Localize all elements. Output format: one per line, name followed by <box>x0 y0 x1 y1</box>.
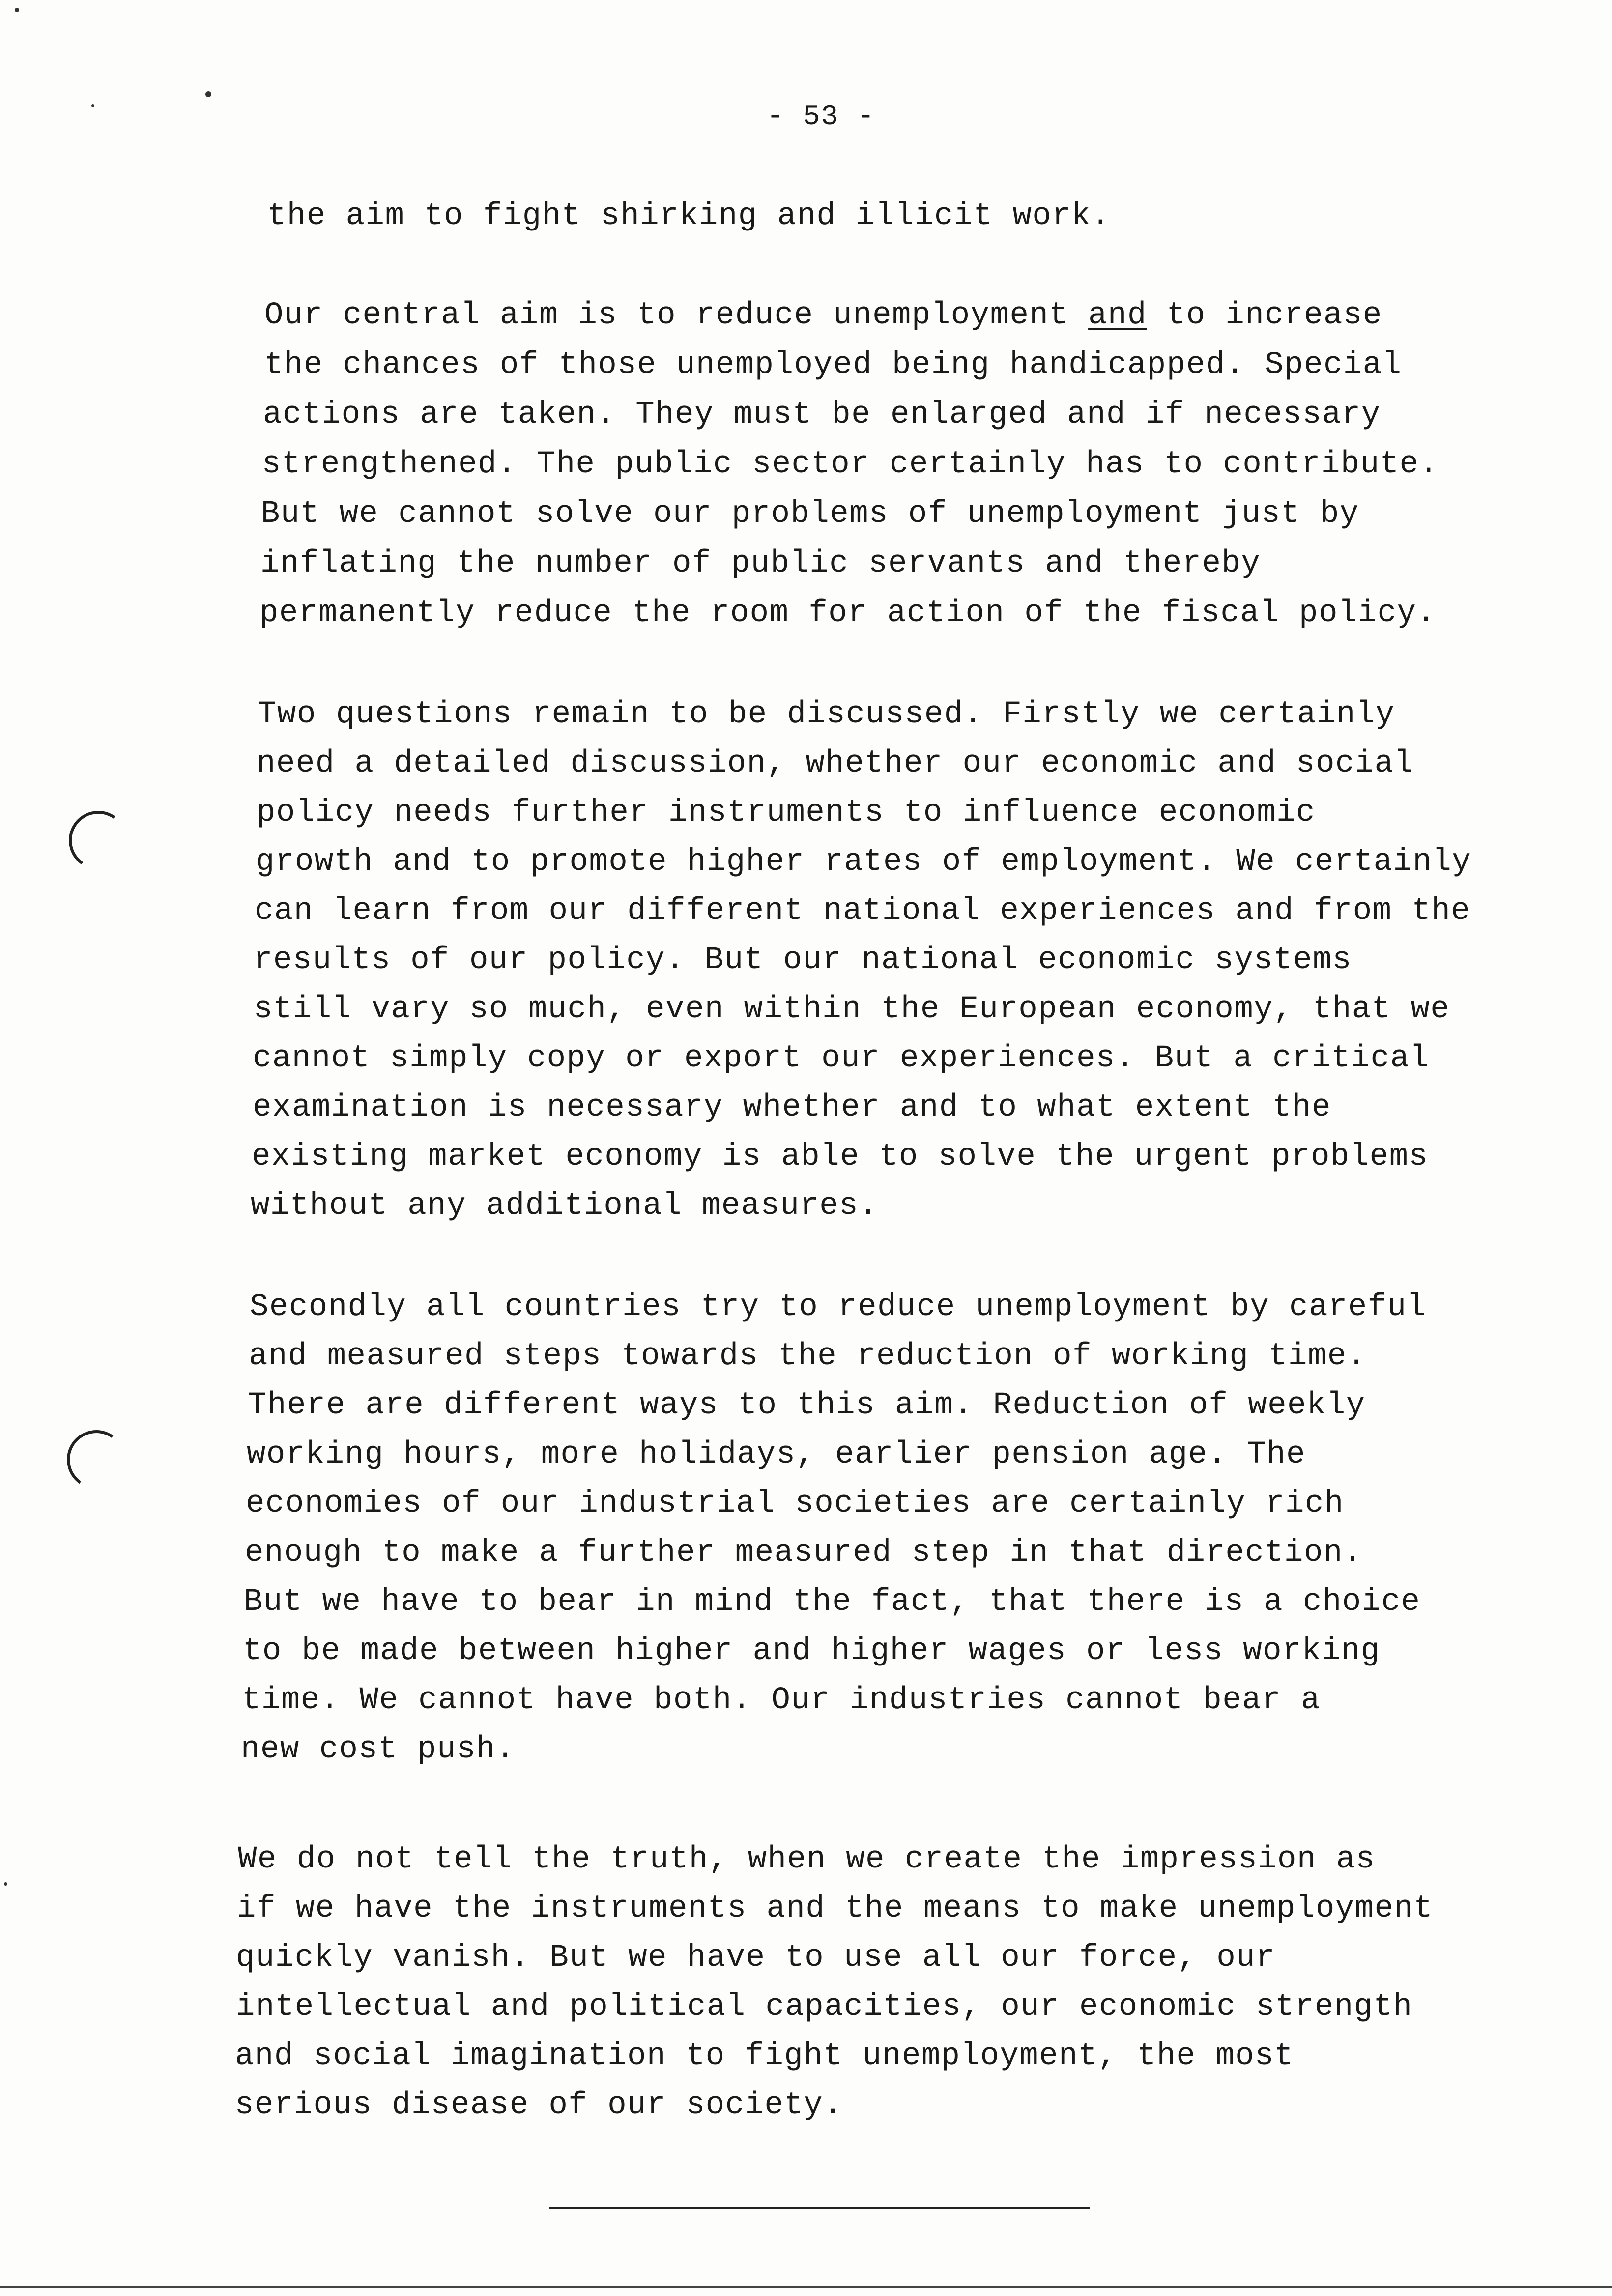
text-line: We do not tell the truth, when we create the impression as <box>238 1842 1376 1877</box>
text-line: enough to make a further measured step in that direction. <box>245 1535 1363 1571</box>
underlined-word: and <box>1088 298 1147 333</box>
text-line: the aim to fight shirking and illicit work. <box>267 199 1111 234</box>
text-line: But we cannot solve our problems of unemployment just by <box>261 496 1359 532</box>
text-line: time. We cannot have both. Our industries cannot bear a <box>242 1683 1321 1718</box>
end-rule <box>549 2207 1090 2209</box>
text-line: serious disease of our society. <box>235 2088 843 2123</box>
text-line: policy needs further instruments to influence economic <box>257 795 1316 831</box>
text-segment: to increase <box>1166 298 1382 333</box>
text-line: quickly vanish. But we have to use all our force, our <box>236 1940 1276 1976</box>
text-line: need a detailed discussion, whether our economic and social <box>257 746 1414 781</box>
text-line: results of our policy. But our national economic systems <box>254 943 1352 978</box>
text-line: There are different ways to this aim. Reduction of weekly <box>248 1388 1366 1423</box>
text-line: strengthened. The public sector certainly has to contribute. <box>262 447 1439 482</box>
text-line: and social imagination to fight unemployment, the most <box>235 2038 1294 2074</box>
page-edge <box>0 2286 1612 2288</box>
text-line: if we have the instruments and the means to make unemployment <box>237 1891 1434 1926</box>
text-line: cannot simply copy or export our experiences. But a critical <box>253 1041 1430 1076</box>
text-line: But we have to bear in mind the fact, that there is a choice <box>244 1584 1421 1620</box>
text-line: existing market economy is able to solve the urgent problems <box>252 1139 1429 1175</box>
text-line: still vary so much, even within the European economy, that we <box>254 992 1450 1027</box>
text-line: inflating the number of public servants and thereby <box>260 546 1261 581</box>
text-line: can learn from our different national experiences and from the <box>255 893 1471 929</box>
text-line: permanently reduce the room for action of the fiscal policy. <box>259 596 1437 631</box>
text-line: to be made between higher and higher wages or less working <box>243 1634 1381 1669</box>
page-number: - 53 - <box>767 101 875 133</box>
text-line: the chances of those unemployed being handicapped. Special <box>264 347 1402 383</box>
speck <box>205 91 211 97</box>
text-segment: Our central aim is to reduce unemployment <box>264 298 1069 333</box>
text-line: Secondly all countries try to reduce unemployment by careful <box>250 1290 1427 1325</box>
text-line: working hours, more holidays, earlier pension age. The <box>247 1437 1306 1472</box>
text-line: Two questions remain to be discussed. Firstly we certainly <box>258 697 1395 732</box>
speck <box>91 104 94 107</box>
text-line: and measured steps towards the reduction of working time. <box>249 1339 1367 1374</box>
text-line: examination is necessary whether and to what extent the <box>253 1090 1331 1125</box>
text-line: actions are taken. They must be enlarged and if necessary <box>263 397 1381 432</box>
text-line: growth and to promote higher rates of employment. We certainly <box>256 844 1472 880</box>
speck <box>15 8 19 12</box>
text-line: economies of our industrial societies are certainly rich <box>246 1486 1344 1521</box>
punch-hole-mark <box>64 806 132 874</box>
punch-hole-mark <box>62 1425 130 1493</box>
text-line <box>264 300 1382 331</box>
text-line: intellectual and political capacities, our economic strength <box>236 1989 1413 2025</box>
speck <box>4 1882 7 1886</box>
text-line: new cost push. <box>241 1732 516 1767</box>
text-line: without any additional measures. <box>251 1188 878 1224</box>
